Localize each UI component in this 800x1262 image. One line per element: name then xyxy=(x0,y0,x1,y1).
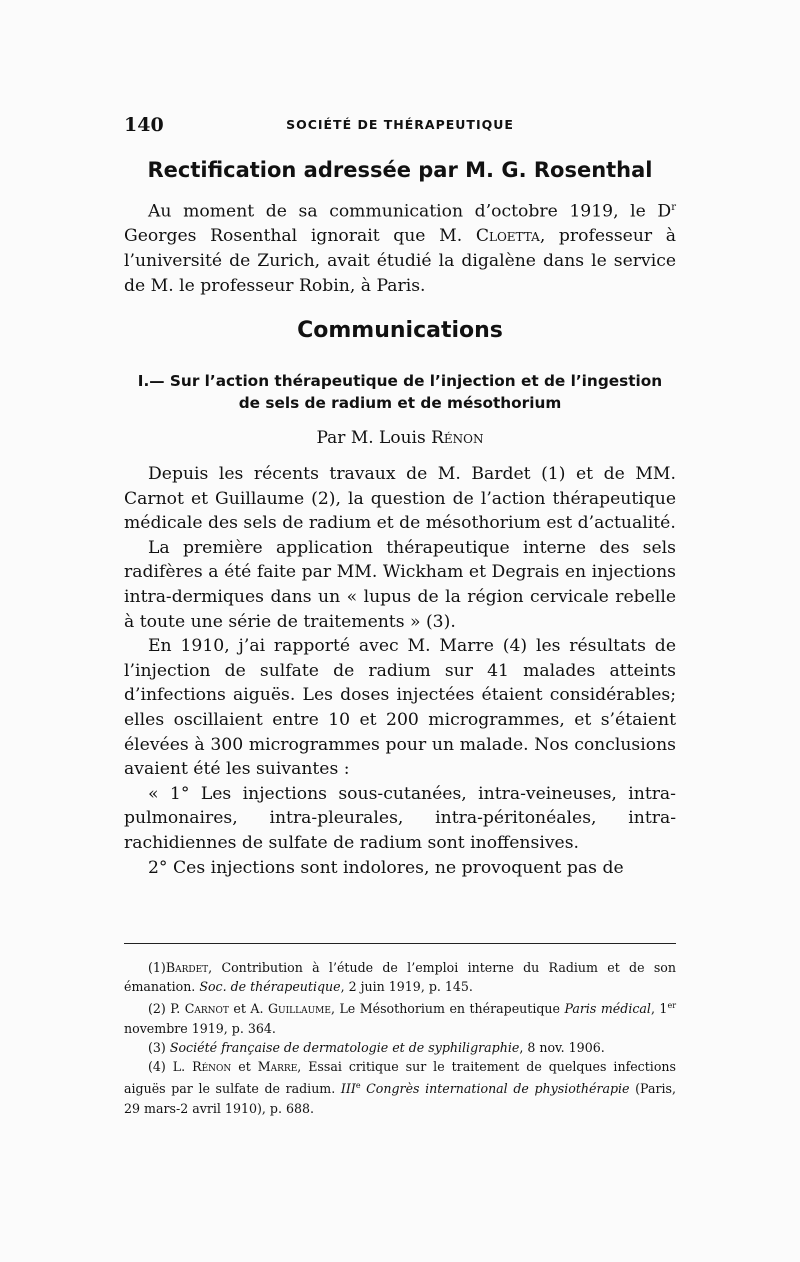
footnote-4-text: , Essai critique sur le traitement de quelques infections aiguës par le sulfate de radium. xyxy=(124,1059,676,1097)
footnote-4-congress: III xyxy=(340,1081,356,1097)
footnote-4-end: (Paris, 29 mars-2 avril 1910), p. 688. xyxy=(124,1081,676,1116)
footnote-2 xyxy=(124,996,676,1038)
section-title-line-1: I.— Sur l’action thérapeutique de l’injection et de l’ingestion xyxy=(137,372,663,390)
rectification-text-b: Georges Rosenthal ignorait que M. xyxy=(124,226,476,247)
section-title-line-2: de sels de radium et de mésothorium xyxy=(238,394,562,412)
footnote-2-author-1: Carnot xyxy=(184,1001,229,1017)
rectification-title: Rectification adressée par M. G. Rosenthal xyxy=(147,158,653,182)
footnote-2-superscript: er xyxy=(667,1001,677,1011)
rectification-text-c: , professeur à l’université de Zurich, avait étudié la digalène dans le service de M. le professeur Robin, à Paris. xyxy=(124,226,677,296)
paragraph-5: 2° Ces injections sont indolores, ne provoquent pas de xyxy=(148,857,624,878)
footnote-1 xyxy=(124,958,676,996)
footnote-3-end: , 8 nov. 1906. xyxy=(519,1040,605,1055)
footnote-2-journal: Paris médical xyxy=(564,1001,651,1017)
footnote-4 xyxy=(124,1057,676,1118)
rectification-paragraph xyxy=(124,196,676,298)
footnote-1-author: Bardet xyxy=(165,960,209,975)
footnote-4-superscript: e xyxy=(355,1081,361,1091)
footnote-2-mid: et A. xyxy=(228,1001,268,1017)
rectification-text-a: Au moment de sa communication d’octobre 1919, le D xyxy=(148,201,672,222)
footnote-3-journal: Société française de dermatologie et de syphiligraphie xyxy=(169,1040,520,1055)
footnote-divider xyxy=(124,943,676,944)
paragraph-2: La première application thérapeutique interne des sels radifères a été faite par MM. Wickham et Degrais en injections intra-dermiques dans un « lupus de la région cervicale rebelle à toute une série de traitements » (3). xyxy=(124,537,676,632)
footnote-4-author-2: Marre xyxy=(257,1059,298,1075)
footnote-4-congress-name: Congrès international de physiothérapie xyxy=(360,1081,630,1097)
footnote-3-number: (3) xyxy=(148,1040,170,1055)
footnote-2-end: novembre 1919, p. 364. xyxy=(124,1020,276,1036)
footnote-1-text: , Contribution à l’étude de l’emploi interne du Radium et de son émanation. xyxy=(124,960,676,995)
footnotes xyxy=(124,958,676,1118)
footnote-2-date: , 1 xyxy=(650,1001,668,1017)
main-text xyxy=(124,462,676,880)
page-number: 140 xyxy=(124,114,164,136)
dr-superscript: r xyxy=(671,202,676,213)
communications-title: Communications xyxy=(297,318,503,343)
footnote-2-number: (2) P. xyxy=(148,1001,185,1017)
footnote-4-author-1: Rénon xyxy=(192,1059,232,1075)
footnote-1-journal: Soc. de thérapeutique xyxy=(199,979,341,995)
author-byline xyxy=(124,428,676,448)
footnote-4-mid: et xyxy=(231,1059,258,1075)
running-head xyxy=(124,114,676,140)
byline-prefix: Par M. Louis xyxy=(316,428,432,448)
paragraph-3: En 1910, j’ai rapporté avec M. Marre (4) les résultats de l’injection de sulfate de radium sur 41 malades atteints d’infections aiguës. Les doses injectées étaient considérables; elles oscillaient entre 10 et 200 microgrammes, et s’étaient élevées à 300 microgrammes pour un malade. Nos conclusions avaient été les suivantes : xyxy=(124,636,676,780)
running-title: SOCIÉTÉ DE THÉRAPEUTIQUE xyxy=(286,117,514,132)
footnote-3 xyxy=(124,1038,676,1057)
byline-author: Rénon xyxy=(431,428,484,448)
paragraph-1: Depuis les récents travaux de M. Bardet (1) et de MM. Carnot et Guillaume (2), la question de l’action thérapeutique médicale des sels de radium et de mésothorium est d’actualité. xyxy=(124,464,676,534)
footnote-2-text: , Le Mésothorium en thérapeutique xyxy=(330,1001,565,1017)
footnote-1-number: (1) xyxy=(148,960,166,975)
footnote-2-author-2: Guillaume xyxy=(267,1001,331,1017)
footnote-4-number: (4) L. xyxy=(148,1059,193,1075)
paragraph-4: « 1° Les injections sous-cutanées, intra-veineuses, intra-pulmonaires, intra-pleurales, intra-péritonéales, intra-rachidiennes de sulfate de radium sont inoffensives. xyxy=(124,783,676,853)
section-title xyxy=(124,370,676,414)
footnote-1-end: , 2 juin 1919, p. 145. xyxy=(340,979,473,995)
cloetta-name: Cloetta xyxy=(475,226,540,247)
